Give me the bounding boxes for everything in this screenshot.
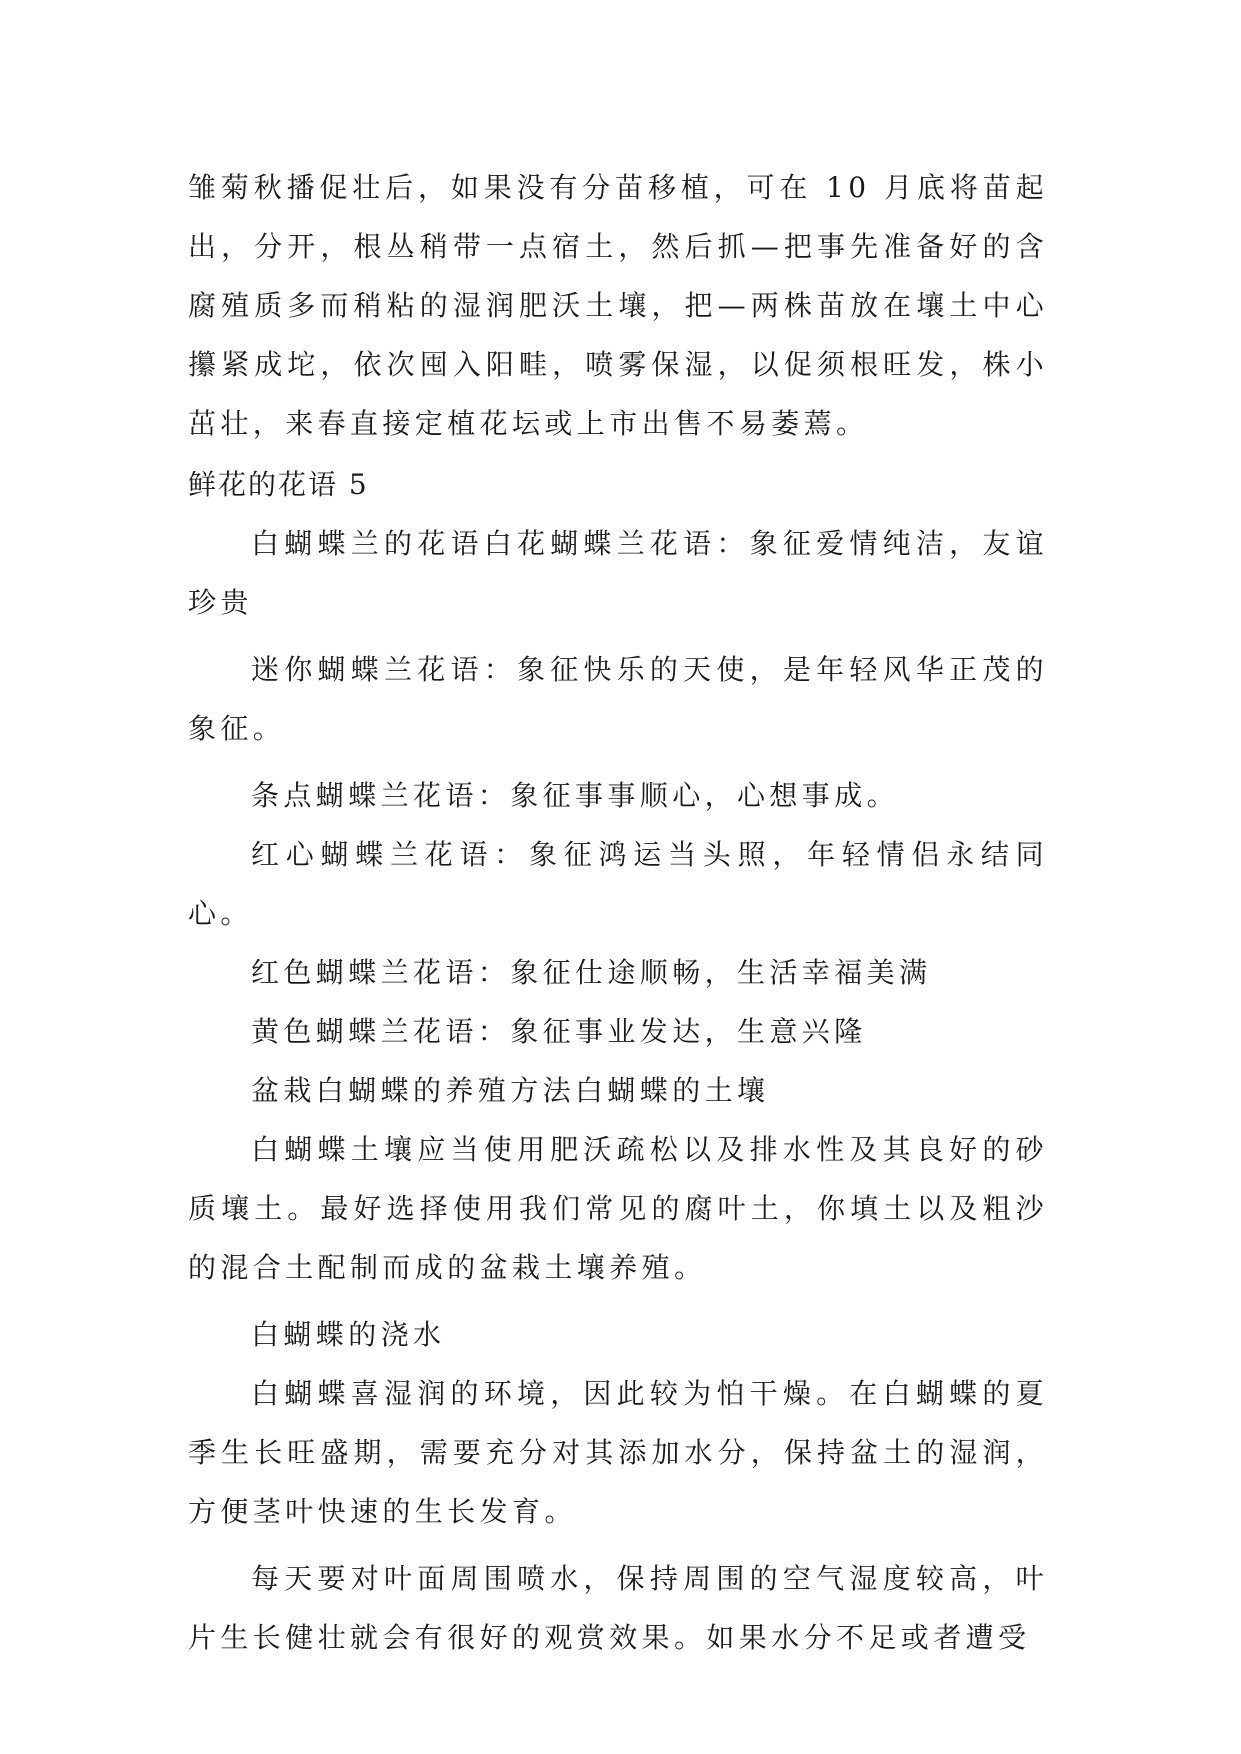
paragraph-red-orchid-meaning: 红色蝴蝶兰花语：象征仕途顺畅，生活幸福美满 xyxy=(251,956,932,989)
paragraph-white-orchid-meaning: 白蝴蝶兰的花语白花蝴蝶兰花语：象征爱情纯洁，友谊珍贵 xyxy=(188,527,1048,619)
paragraph-daisy-transplant: 雏菊秋播促壮后，如果没有分苗移植，可在 10 月底将苗起出，分开，根丛稍带一点宿土，然后抓—把事先准备好的含腐殖质多而稍粘的湿润肥沃土壤，把—两株苗放在壤土中心攥紧成坨，依次囤入阳畦，喷雾保湿，以促须根旺发，株小茁壮，来春直接定植花坛或上市出售不易萎蔫。 xyxy=(188,171,1048,440)
paragraph-spotted-orchid-meaning: 条点蝴蝶兰花语：象征事事顺心，心想事成。 xyxy=(251,779,900,812)
document-body xyxy=(188,158,1048,1667)
paragraph-spraying-details: 每天要对叶面周围喷水，保持周围的空气湿度较高，叶片生长健壮就会有很好的观赏效果。如果水分不足或者遭受 xyxy=(188,1562,1048,1654)
section-heading: 鲜花的花语 5 xyxy=(188,468,369,501)
paragraph-red-heart-orchid-meaning: 红心蝴蝶兰花语：象征鸿运当头照，年轻情侣永结同心。 xyxy=(188,838,1048,930)
subheading-watering: 白蝴蝶的浇水 xyxy=(251,1318,446,1351)
paragraph-watering-details: 白蝴蝶喜湿润的环境，因此较为怕干燥。在白蝴蝶的夏季生长旺盛期，需要充分对其添加水分，保持盆土的湿润，方便茎叶快速的生长发育。 xyxy=(188,1377,1048,1528)
paragraph-yellow-orchid-meaning: 黄色蝴蝶兰花语：象征事业发达，生意兴隆 xyxy=(251,1015,867,1048)
subheading-cultivation-soil: 盆栽白蝴蝶的养殖方法白蝴蝶的土壤 xyxy=(251,1074,770,1107)
paragraph-mini-orchid-meaning: 迷你蝴蝶兰花语：象征快乐的天使，是年轻风华正茂的象征。 xyxy=(188,653,1048,745)
paragraph-soil-details: 白蝴蝶土壤应当使用肥沃疏松以及排水性及其良好的砂质壤土。最好选择使用我们常见的腐叶土，你填土以及粗沙的混合土配制而成的盆栽土壤养殖。 xyxy=(188,1133,1048,1284)
